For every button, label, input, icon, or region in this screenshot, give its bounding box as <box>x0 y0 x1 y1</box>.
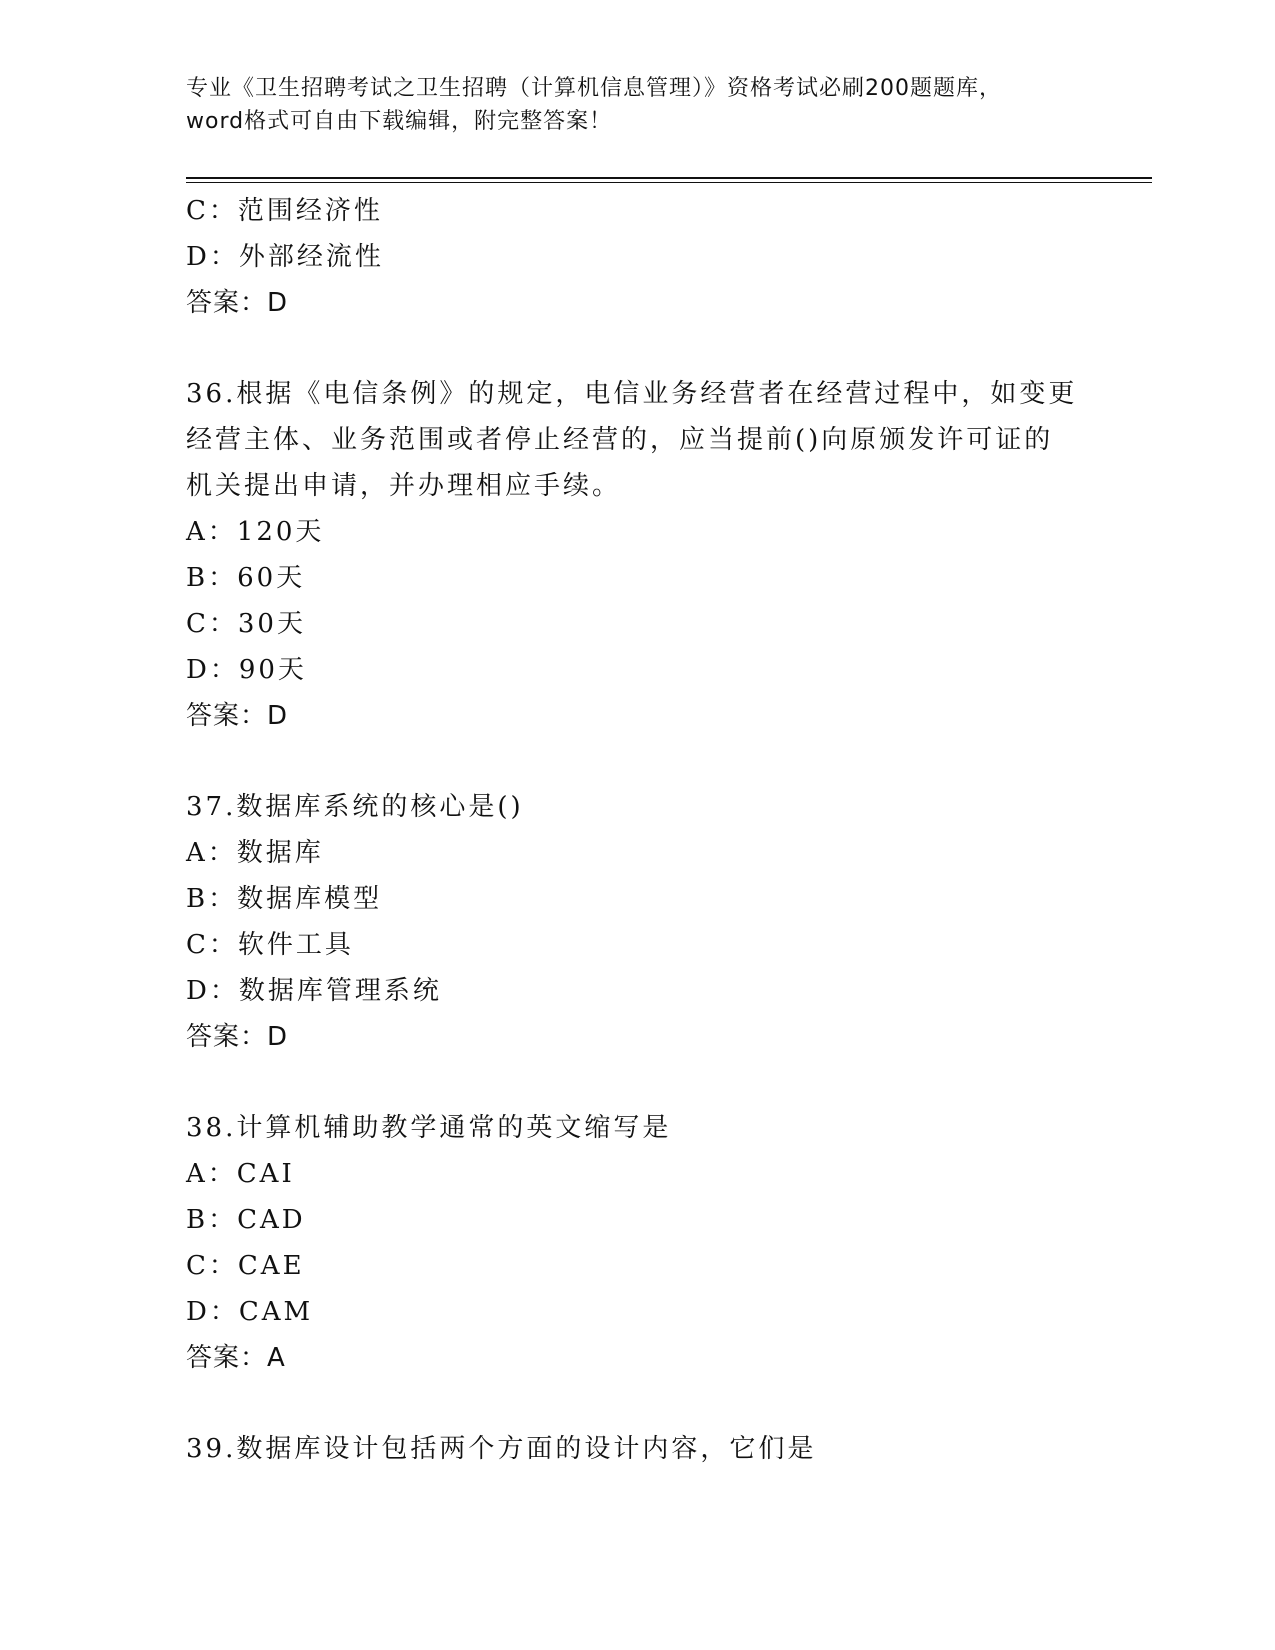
text-line: B：CAD <box>186 1205 306 1235</box>
text-line: D：CAM <box>186 1297 314 1327</box>
text-line: D：90天 <box>186 655 307 685</box>
text-line: 37.数据库系统的核心是() <box>186 792 524 822</box>
header-divider-thick <box>186 177 1152 179</box>
text-line: D：外部经流性 <box>186 242 384 272</box>
text-line: C：30天 <box>186 609 306 639</box>
answer-line: 答案：D <box>186 701 289 731</box>
spacer <box>186 1381 1086 1426</box>
text-line: B：数据库模型 <box>186 884 383 914</box>
text-line: D：数据库管理系统 <box>186 976 442 1006</box>
answer-line: 答案：D <box>186 1022 289 1052</box>
document-header <box>186 72 1086 138</box>
header-line-2: word格式可自由下载编辑，附完整答案！ <box>186 109 613 134</box>
text-line: A：数据库 <box>186 838 324 868</box>
header-divider-thin <box>186 182 1152 183</box>
text-line: 38.计算机辅助教学通常的英文缩写是 <box>186 1113 672 1143</box>
text-line: 36.根据《电信条例》的规定，电信业务经营者在经营过程中，如变更 <box>186 379 1078 409</box>
text-line: 经营主体、业务范围或者停止经营的，应当提前()向原颁发许可证的 <box>186 425 1054 455</box>
text-line: 机关提出申请，并办理相应手续。 <box>186 471 622 501</box>
spacer <box>186 739 1086 784</box>
text-line: C：CAE <box>186 1251 305 1281</box>
text-line: A：120天 <box>186 517 325 547</box>
question-content <box>186 188 1086 1472</box>
spacer <box>186 326 1086 371</box>
text-line: A：CAI <box>186 1159 295 1189</box>
text-line: C：软件工具 <box>186 930 354 960</box>
answer-line: 答案：A <box>186 1343 286 1373</box>
header-line-1: 专业《卫生招聘考试之卫生招聘（计算机信息管理）》资格考试必刷200题题库， <box>186 76 1002 101</box>
answer-line: 答案：D <box>186 288 289 318</box>
text-line: C：范围经济性 <box>186 196 383 226</box>
spacer <box>186 1060 1086 1105</box>
text-line: 39.数据库设计包括两个方面的设计内容，它们是 <box>186 1434 817 1464</box>
text-line: B：60天 <box>186 563 306 593</box>
